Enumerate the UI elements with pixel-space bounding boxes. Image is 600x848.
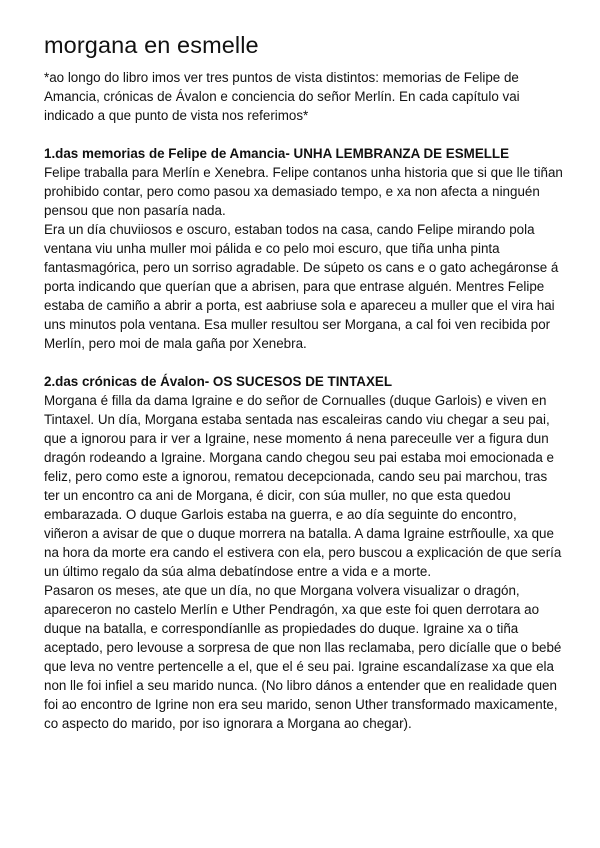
- section-memorias: [44, 144, 564, 353]
- section-paragraph: Pasaron os meses, ate que un día, no que Morgana volvera visualizar o dragón, apareceron no castelo Merlín e Uther Pendragón, xa que este foi quen derrotara ao duque na batalla, e correspondíanlle as propiedades do duque. Igraine xa o tiña aceptado, pero levouse a sorpresa de que non llas reclamaba, pero dicíalle que o bebé que leva no ventre pertencelle a el, que el é seu pai. Igraine escandalízase xa que ela non lle foi infiel a seu marido nunca. (No libro dános a entender que en realidade quen foi ao encontro de Igrine non era seu marido, senon Uther transformado maxicamente, co aspecto do marido, por iso ignorara a Morgana ao chegar).: [44, 583, 562, 731]
- section-heading: [44, 144, 564, 163]
- section-heading-text: 1.das memorias de Felipe de Amancia- UNHA LEMBRANZA DE ESMELLE: [44, 146, 510, 161]
- intro-paragraph: *ao longo do libro imos ver tres puntos de vista distintos: memorias de Felipe de Amancia, crónicas de Ávalon e conciencia do señor Merlín. En cada capítulo vai indicado a que punto de vista nos referimos*: [44, 70, 520, 123]
- section-paragraph: Era un día chuviiosos e oscuro, estaban todos na casa, cando Felipe mirando pola ventana viu unha muller moi pálida e co pelo moi escuro, que tiña unha pinta fantasmagórica, pero un sorriso agradable. De súpeto os cans e o gato achegáronse á porta indicando que querían que a abrisen, para que entrase alguén. Mentres Felipe estaba de camiño a abrir a porta, est aabriuse sola e apareceu a muller que el vira hai uns minutos pola ventana. Esa muller resultou ser Morgana, a cal foi ven recibida por Merlín, pero moi de mala gaña por Xenebra.: [44, 222, 559, 351]
- section-paragraph: Felipe traballa para Merlín e Xenebra. Felipe contanos unha historia que si que lle tiñan prohibido contar, pero como pasou xa demasiado tempo, e xa non afecta a ninguén pensou que non pasaría nada.: [44, 165, 563, 218]
- document-title: morgana en esmelle: [44, 32, 259, 58]
- section-cronicas: [44, 372, 564, 733]
- document-page: [44, 30, 564, 752]
- section-heading: [44, 372, 564, 391]
- section-paragraph: Morgana é filla da dama Igraine e do señor de Cornualles (duque Garlois) e viven en Tintaxel. Un día, Morgana estaba sentada nas escaleiras cando viu chegar a seu pai, que a ignorou para ir ver a Igraine, nese momento á nena pareceulle ver a figura dun dragón rodeando a Igraine. Morgana cando chegou seu pai estaba moi emocionada e feliz, pero como este a ignorou, rematou decepcionada, cando seu pai marchou, tras ter un encontro ca ani de Morgana, é dicir, con súa muller, no que esta quedou embarazada. O duque Garlois estaba na guerra, e ao día seguinte do encontro, viñeron a avisar de que o duque morrera na batalla. A dama Igraine estrñoulle, xa que na hora da morte era cando el estivera con ela, pero buscou a explicación de que sería un último regalo da súa alma debatíndose entre a vida e a morte.: [44, 393, 562, 579]
- section-heading-text: 2.das crónicas de Ávalon- OS SUCESOS DE TINTAXEL: [44, 374, 392, 389]
